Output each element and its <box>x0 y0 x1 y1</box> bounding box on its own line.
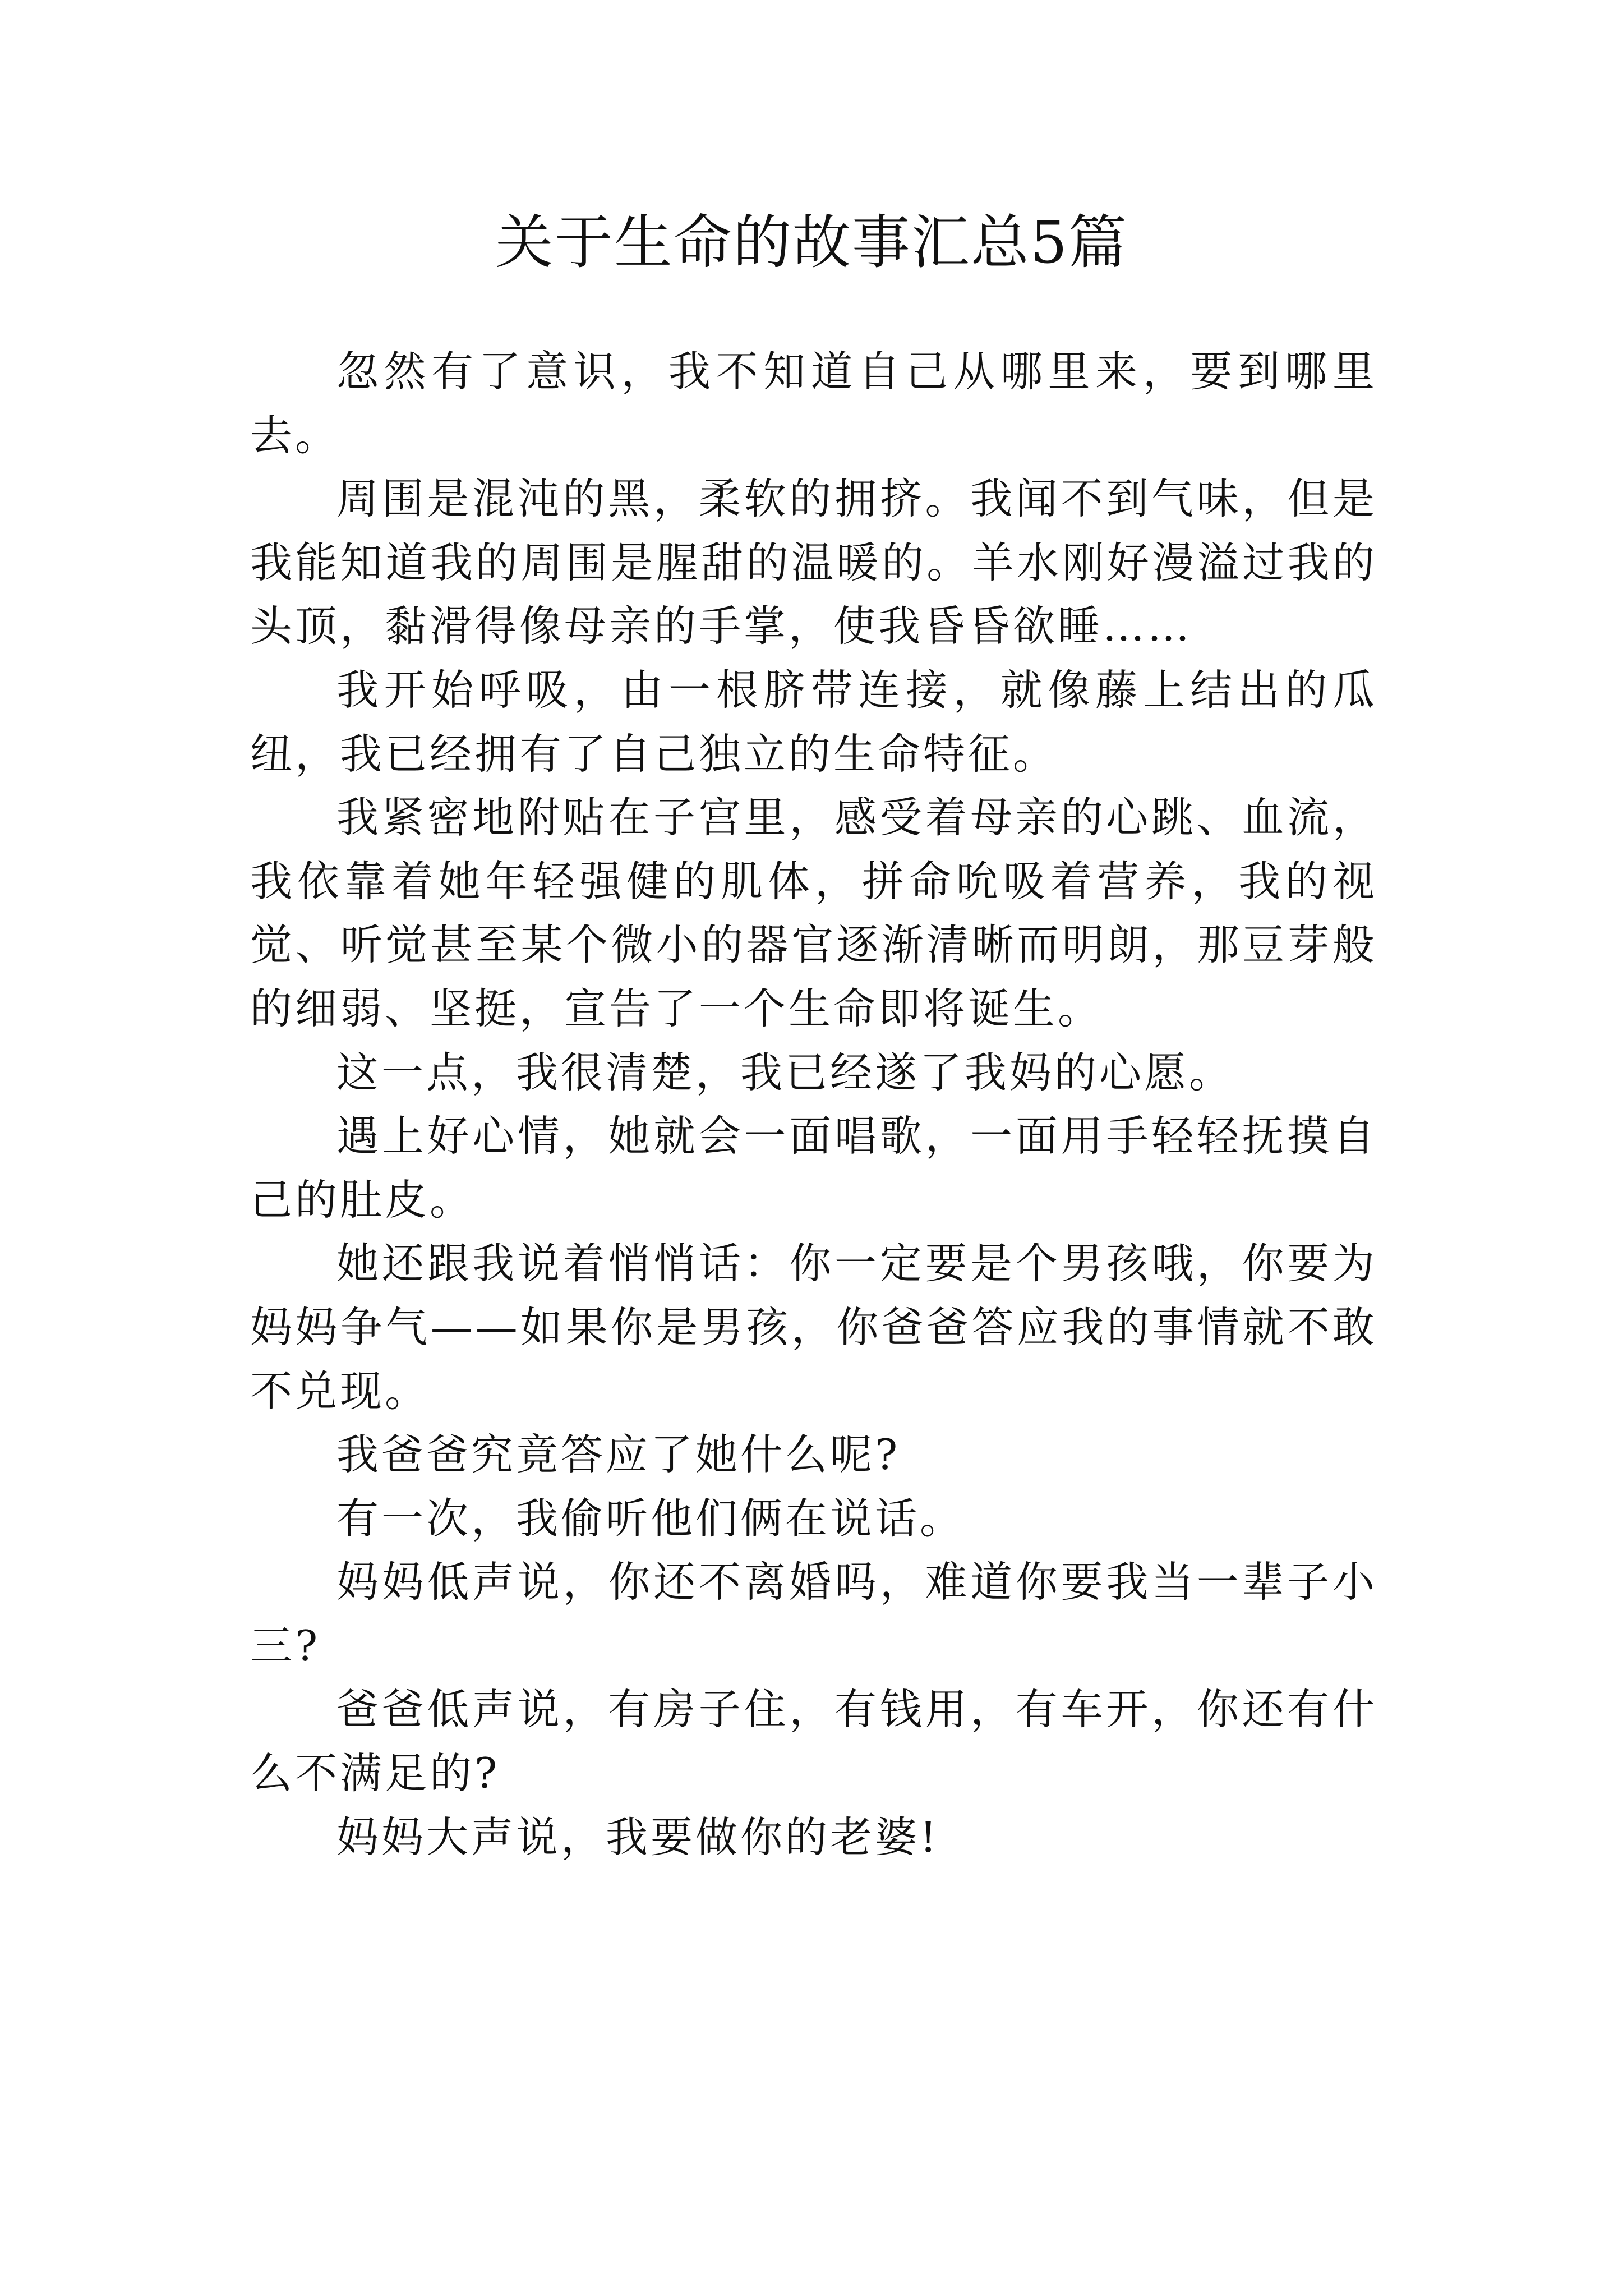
paragraph: 遇上好心情，她就会一面唱歌，一面用手轻轻抚摸自己的肚皮。 <box>250 1111 1377 1225</box>
paragraph: 我开始呼吸，由一根脐带连接，就像藤上结出的瓜纽，我已经拥有了自己独立的生命特征。 <box>250 665 1377 779</box>
paragraph: 忽然有了意识，我不知道自己从哪里来，要到哪里去。 <box>250 347 1377 460</box>
paragraph: 她还跟我说着悄悄话：你一定要是个男孩哦，你要为妈妈争气——如果你是男孩，你爸爸答应我的事情就不敢不兑现。 <box>250 1239 1377 1416</box>
paragraph: 爸爸低声说，有房子住，有钱用，有车开，你还有什么不满足的? <box>250 1685 1377 1798</box>
paragraph: 我爸爸究竟答应了她什么呢? <box>336 1430 901 1480</box>
paragraph: 妈妈大声说，我要做你的老婆! <box>336 1812 940 1862</box>
paragraph: 这一点，我很清楚，我已经遂了我妈的心愿。 <box>336 1047 1234 1097</box>
paragraph: 我紧密地附贴在子宫里，感受着母亲的心跳、血流，我依靠着她年轻强健的肌体，拼命吮吸着营养，我的视觉、听觉甚至某个微小的器官逐渐清晰而明朗，那豆芽般的细弱、坚挺，宣告了一个生命即将诞生。 <box>250 793 1377 1033</box>
document-title: 关于生命的故事汇总5篇 <box>495 208 1128 277</box>
paragraph: 有一次，我偷听他们俩在说话。 <box>336 1493 965 1543</box>
paragraph: 周围是混沌的黑，柔软的拥挤。我闻不到气味，但是我能知道我的周围是腥甜的温暖的。羊水刚好漫溢过我的头顶，黏滑得像母亲的手掌，使我昏昏欲睡…… <box>250 474 1377 651</box>
document-body <box>250 340 1377 1869</box>
paragraph: 妈妈低声说，你还不离婚吗，难道你要我当一辈子小三? <box>250 1557 1377 1671</box>
